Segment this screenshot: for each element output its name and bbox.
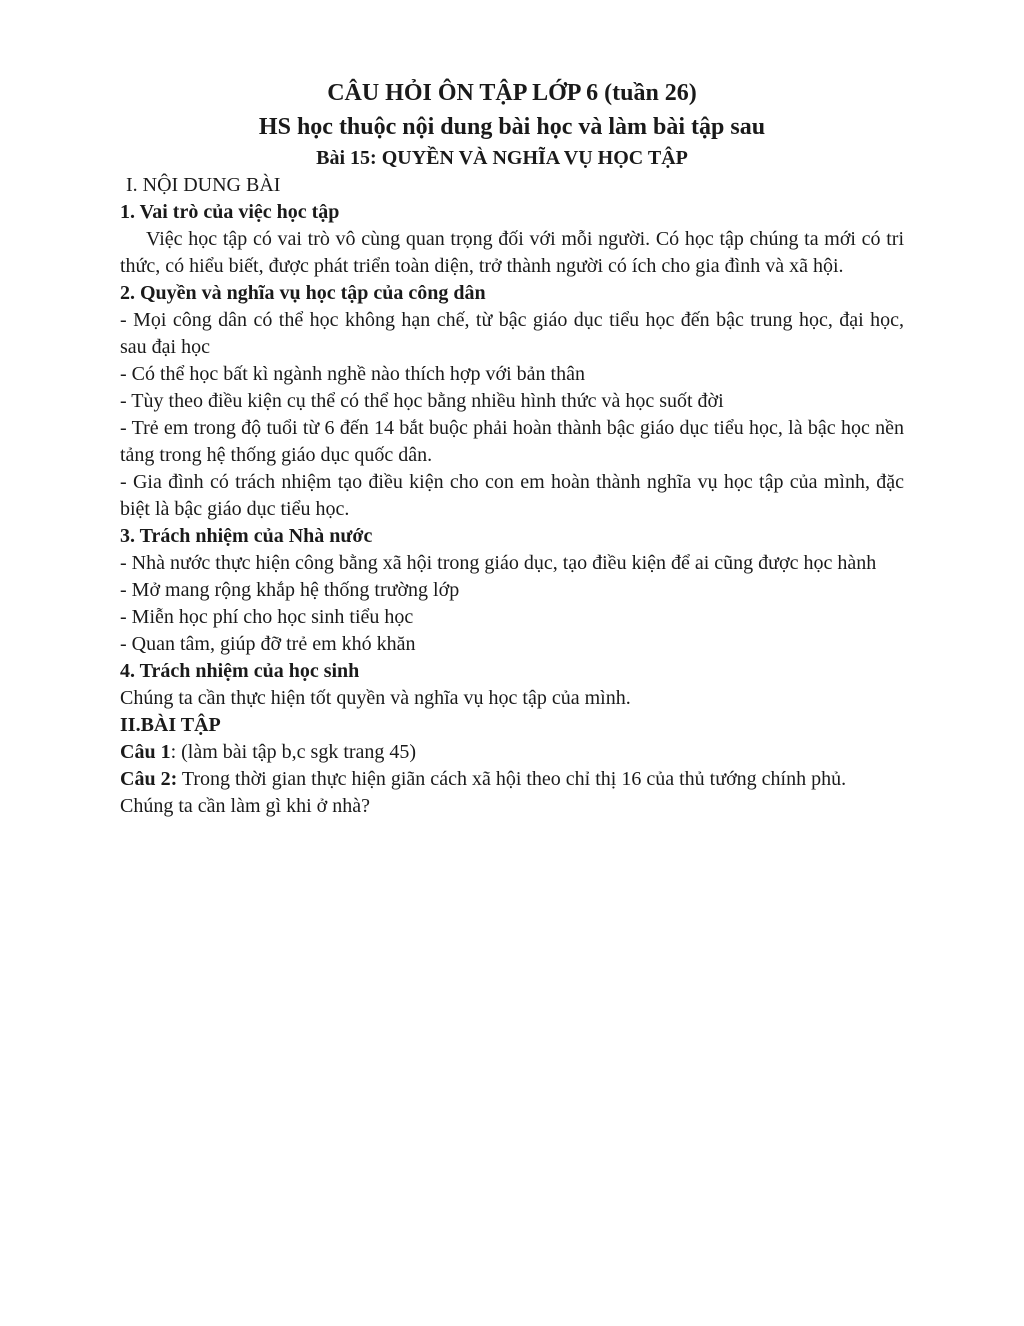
question-2	[120, 766, 904, 820]
question-1	[120, 739, 904, 766]
section-3-bullet: - Nhà nước thực hiện công bằng xã hội trong giáo dục, tạo điều kiện để ai cũng được học hành	[120, 552, 877, 574]
document-subtitle: HS học thuộc nội dung bài học và làm bài tập sau	[258, 114, 766, 140]
question-1-text: : (làm bài tập b,c sgk trang 45)	[170, 741, 417, 763]
question-2-label: Câu 2:	[120, 768, 178, 790]
section-1-paragraph: Việc học tập có vai trò vô cùng quan trọng đối với mỗi người. Có học tập chúng ta mới có tri thức, có hiểu biết, được phát triển toàn diện, trở thành người có ích cho gia đình và xã hội.	[120, 228, 904, 277]
section-3-bullet: - Quan tâm, giúp đỡ trẻ em khó khăn	[120, 633, 416, 655]
section-4-paragraph: Chúng ta cần thực hiện tốt quyền và nghĩa vụ học tập của mình.	[120, 687, 631, 709]
document-page	[120, 76, 904, 820]
question-2-text: Trong thời gian thực hiện giãn cách xã hội theo chỉ thị 16 của thủ tướng chính phủ. Chúng ta cần làm gì khi ở nhà?	[120, 768, 847, 817]
section-3-heading: 3. Trách nhiệm của Nhà nước	[120, 525, 373, 547]
section-3-bullet: - Miễn học phí cho học sinh tiểu học	[120, 606, 414, 628]
lesson-title: Bài 15: QUYỀN VÀ NGHĨA VỤ HỌC TẬP	[316, 147, 688, 169]
part-1-heading: I. NỘI DUNG BÀI	[126, 174, 281, 196]
section-3-bullet: - Mở mang rộng khắp hệ thống trường lớp	[120, 579, 460, 601]
section-2-bullet: - Mọi công dân có thể học không hạn chế, từ bậc giáo dục tiểu học đến bậc trung học, đại học, sau đại học	[120, 309, 904, 358]
part-2-heading: II.BÀI TẬP	[120, 714, 221, 736]
document-title: CÂU HỎI ÔN TẬP LỚP 6 (tuần 26)	[327, 80, 697, 106]
section-2-heading: 2. Quyền và nghĩa vụ học tập của công dân	[120, 282, 486, 304]
section-2-bullet: - Có thể học bất kì ngành nghề nào thích hợp với bản thân	[120, 363, 585, 385]
question-1-label: Câu 1	[120, 741, 171, 763]
section-4-heading: 4. Trách nhiệm của học sinh	[120, 660, 360, 682]
section-2-bullet: - Gia đình có trách nhiệm tạo điều kiện cho con em hoàn thành nghĩa vụ học tập của mình, đặc biệt là bậc giáo dục tiểu học.	[120, 471, 904, 520]
section-2-bullet: - Tùy theo điều kiện cụ thể có thể học bằng nhiều hình thức và học suốt đời	[120, 390, 724, 412]
section-2-bullet: - Trẻ em trong độ tuổi từ 6 đến 14 bắt buộc phải hoàn thành bậc giáo dục tiểu học, là bậc học nền tảng trong hệ thống giáo dục quốc dân.	[120, 417, 904, 466]
section-1-heading: 1. Vai trò của việc học tập	[120, 201, 340, 223]
